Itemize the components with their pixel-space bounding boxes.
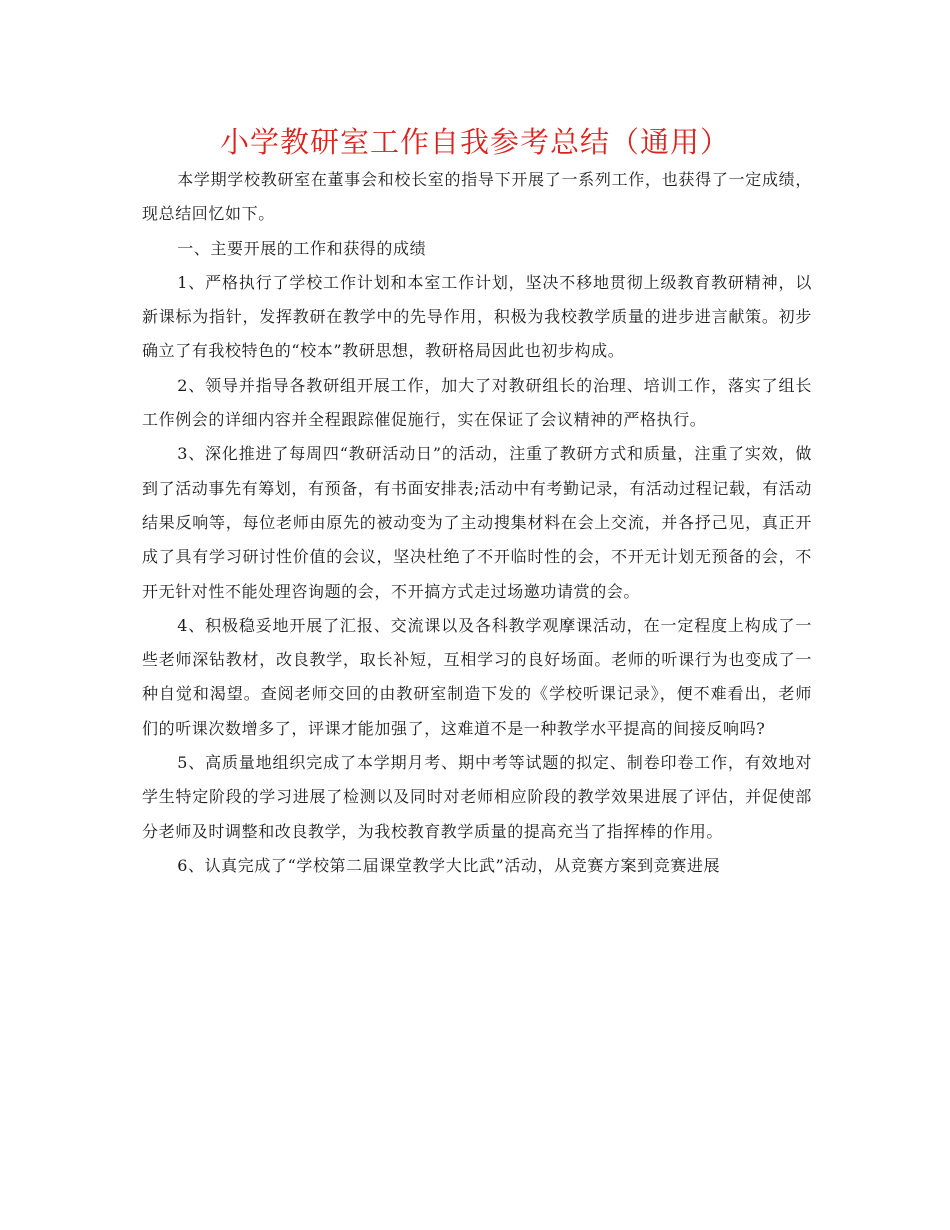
- paragraph-item-5: 5、高质量地组织完成了本学期月考、期中考等试题的拟定、制卷印卷工作，有效地对学生特定阶段的学习进展了检测以及同时对老师相应阶段的教学效果进展了评估，并促使部分老师及时调整和改良教学，为我校教育教学质量的提高充当了指挥棒的作用。: [142, 753, 812, 841]
- document-body: [142, 163, 812, 883]
- paragraph-intro: 本学期学校教研室在董事会和校长室的指导下开展了一系列工作，也获得了一定成绩，现总结回忆如下。: [142, 170, 812, 224]
- paragraph-item-3: 3、深化推进了每周四“教研活动日”的活动，注重了教研方式和质量，注重了实效，做到了活动事先有筹划，有预备，有书面安排表;活动中有考勤记录，有活动过程记载，有活动结果反响等，每位老师由原先的被动变为了主动搜集材料在会上交流，并各抒己见，真正开成了具有学习研讨性价值的会议，坚决杜绝了不开临时性的会，不开无计划无预备的会，不开无针对性不能处理咨询题的会，不开搞方式走过场邀功请赏的会。: [142, 444, 812, 601]
- section-heading: 一、主要开展的工作和获得的成绩: [177, 238, 427, 258]
- paragraph-item-1: 1、严格执行了学校工作计划和本室工作计划，坚决不移地贯彻上级教育教研精神，以新课标为指针，发挥教研在教学中的先导作用，积极为我校教学质量的进步进言献策。初步确立了有我校特色的“校本”教研思想，教研格局因此也初步构成。: [142, 272, 812, 361]
- paragraph-item-4: 4、积极稳妥地开展了汇报、交流课以及各科教学观摩课活动，在一定程度上构成了一些老师深钻教材，改良教学，取长补短，互相学习的良好场面。老师的听课行为也变成了一种自觉和渴望。查阅老师交回的由教研室制造下发的《学校听课记录》，便不难看出，老师们的听课次数增多了，评课才能加强了，这难道不是一种教学水平提高的间接反响吗?: [142, 615, 812, 738]
- paragraph-item-6: 6、认真完成了“学校第二届课堂教学大比武”活动，从竞赛方案到竞赛进展: [177, 855, 721, 875]
- paragraph-item-2: 2、领导并指导各教研组开展工作，加大了对教研组长的治理、培训工作，落实了组长工作例会的详细内容并全程跟踪催促施行，实在保证了会议精神的严格执行。: [142, 375, 812, 430]
- document-title: 小学教研室工作自我参考总结（通用）: [219, 125, 730, 159]
